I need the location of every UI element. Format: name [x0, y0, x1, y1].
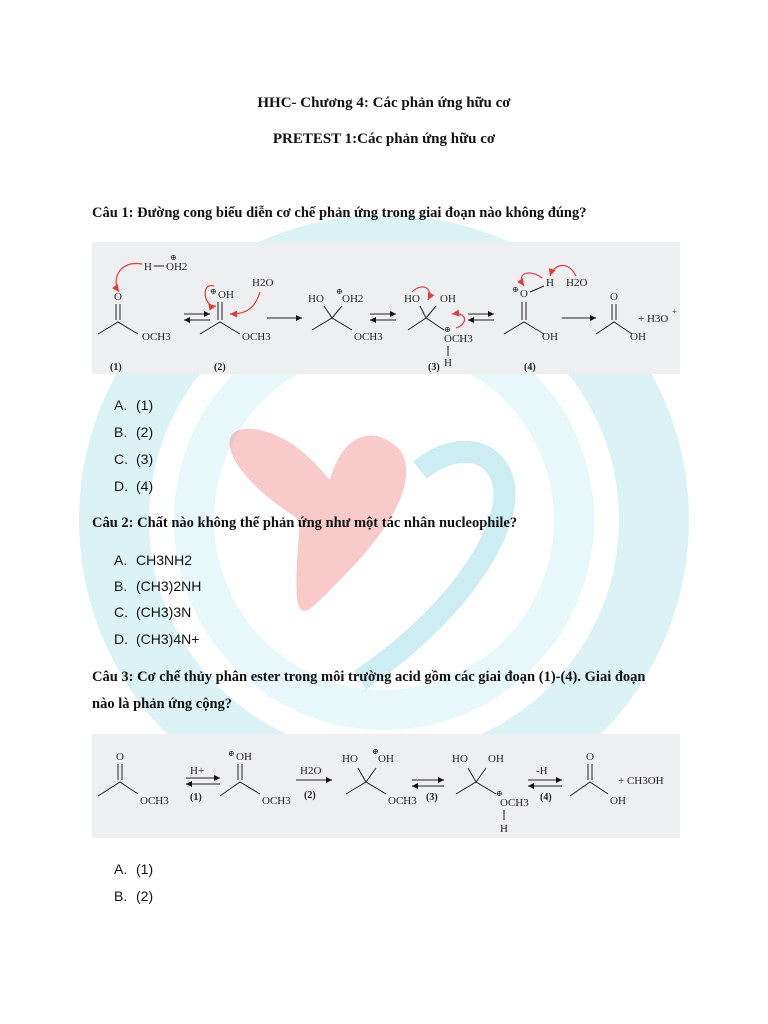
- svg-text:HO: HO: [404, 293, 420, 305]
- svg-text:(3): (3): [426, 792, 438, 803]
- svg-text:(2): (2): [304, 790, 316, 801]
- svg-text:O: O: [114, 291, 122, 303]
- svg-text:OH: OH: [488, 753, 504, 765]
- step-label-3: (3): [428, 362, 440, 373]
- svg-text:OH: OH: [440, 293, 456, 305]
- svg-text:⊕: ⊕: [228, 749, 235, 758]
- svg-text:⊕: ⊕: [210, 287, 217, 296]
- svg-text:⊕: ⊕: [444, 325, 451, 334]
- svg-text:OCH3: OCH3: [388, 795, 417, 807]
- question-2-prompt: Câu 2: Chất nào không thể phản ứng như một tác nhân nucleophile?: [92, 515, 518, 531]
- mechanism-diagram-1: [92, 242, 680, 374]
- svg-text:OCH3: OCH3: [142, 331, 171, 343]
- svg-text:OH: OH: [236, 751, 252, 763]
- svg-text:H: H: [444, 357, 452, 369]
- svg-text:OCH3: OCH3: [242, 331, 271, 343]
- svg-text:OH: OH: [610, 795, 626, 807]
- svg-text:⊕: ⊕: [512, 285, 519, 294]
- question-3-prompt-line-2: nào là phản ứng cộng?: [92, 696, 233, 712]
- svg-text:OH: OH: [542, 331, 558, 343]
- svg-text:O: O: [520, 288, 528, 300]
- reagent-oh2: OH2: [166, 261, 188, 273]
- q2-option-a[interactable]: A. CH3NH2: [114, 552, 193, 568]
- svg-text:OH: OH: [218, 289, 234, 301]
- svg-text:⊕: ⊕: [372, 747, 379, 756]
- svg-text:⊕: ⊕: [170, 253, 177, 262]
- q2-option-c[interactable]: C. (CH3)3N: [114, 604, 192, 620]
- svg-text:O: O: [610, 291, 618, 303]
- q3-option-a[interactable]: A. (1): [114, 861, 154, 877]
- svg-text:OCH3: OCH3: [140, 795, 169, 807]
- q1-option-b[interactable]: B. (2): [114, 424, 154, 440]
- svg-text:OCH3: OCH3: [262, 795, 291, 807]
- arrow-4-label: -H: [536, 765, 548, 777]
- reagent-h: H: [144, 261, 152, 273]
- svg-text:H: H: [500, 823, 508, 835]
- document-subtitle: PRETEST 1:Các phản ứng hữu cơ: [272, 131, 496, 147]
- document-title: HHC- Chương 4: Các phản ứng hữu cơ: [257, 95, 511, 111]
- water-label: H2O: [252, 277, 274, 289]
- mechanism-scheme-2: [92, 734, 680, 838]
- svg-text:O: O: [116, 751, 124, 763]
- q1-option-d[interactable]: D. (4): [114, 478, 154, 494]
- step-label-2: (2): [214, 362, 226, 373]
- step-label-1: (1): [110, 362, 122, 373]
- svg-text:H: H: [546, 277, 554, 289]
- svg-text:HO: HO: [308, 293, 324, 305]
- q2-option-d[interactable]: D. (CH3)4N+: [114, 631, 200, 647]
- mechanism-scheme-1: [92, 242, 680, 374]
- mechanism-diagram-2: [92, 734, 680, 838]
- question-3-prompt-line-1: Câu 3: Cơ chế thủy phân ester trong môi trường acid gồm các giai đoạn (1)-(4). Giai đoạn: [92, 669, 646, 685]
- svg-text:(1): (1): [190, 792, 202, 803]
- q2-option-b[interactable]: B. (CH3)2NH: [114, 578, 202, 594]
- svg-text:⊕: ⊕: [336, 287, 343, 296]
- svg-text:H2O: H2O: [566, 277, 588, 289]
- svg-text:OCH3: OCH3: [354, 331, 383, 343]
- product-h3o: + H3O: [638, 313, 669, 325]
- q1-option-c[interactable]: C. (3): [114, 451, 154, 467]
- step-label-4: (4): [524, 362, 536, 373]
- svg-text:+: +: [672, 307, 677, 316]
- arrow-1-label: H+: [190, 765, 205, 777]
- svg-text:OCH3: OCH3: [500, 797, 529, 809]
- svg-text:(4): (4): [540, 792, 552, 803]
- q3-option-b[interactable]: B. (2): [114, 888, 154, 904]
- svg-text:OH2: OH2: [342, 293, 364, 305]
- svg-text:HO: HO: [452, 753, 468, 765]
- svg-text:O: O: [586, 751, 594, 763]
- svg-text:⊕: ⊕: [496, 789, 503, 798]
- svg-text:OCH3: OCH3: [444, 333, 473, 345]
- product-methanol: + CH3OH: [618, 775, 664, 787]
- arrow-2-label: H2O: [300, 765, 322, 777]
- q1-option-a[interactable]: A. (1): [114, 397, 154, 413]
- svg-text:OH: OH: [378, 753, 394, 765]
- svg-text:OH: OH: [630, 331, 646, 343]
- question-1-prompt: Câu 1: Đường cong biểu diễn cơ chế phản ứng trong giai đoạn nào không đúng?: [92, 205, 587, 221]
- svg-text:HO: HO: [342, 753, 358, 765]
